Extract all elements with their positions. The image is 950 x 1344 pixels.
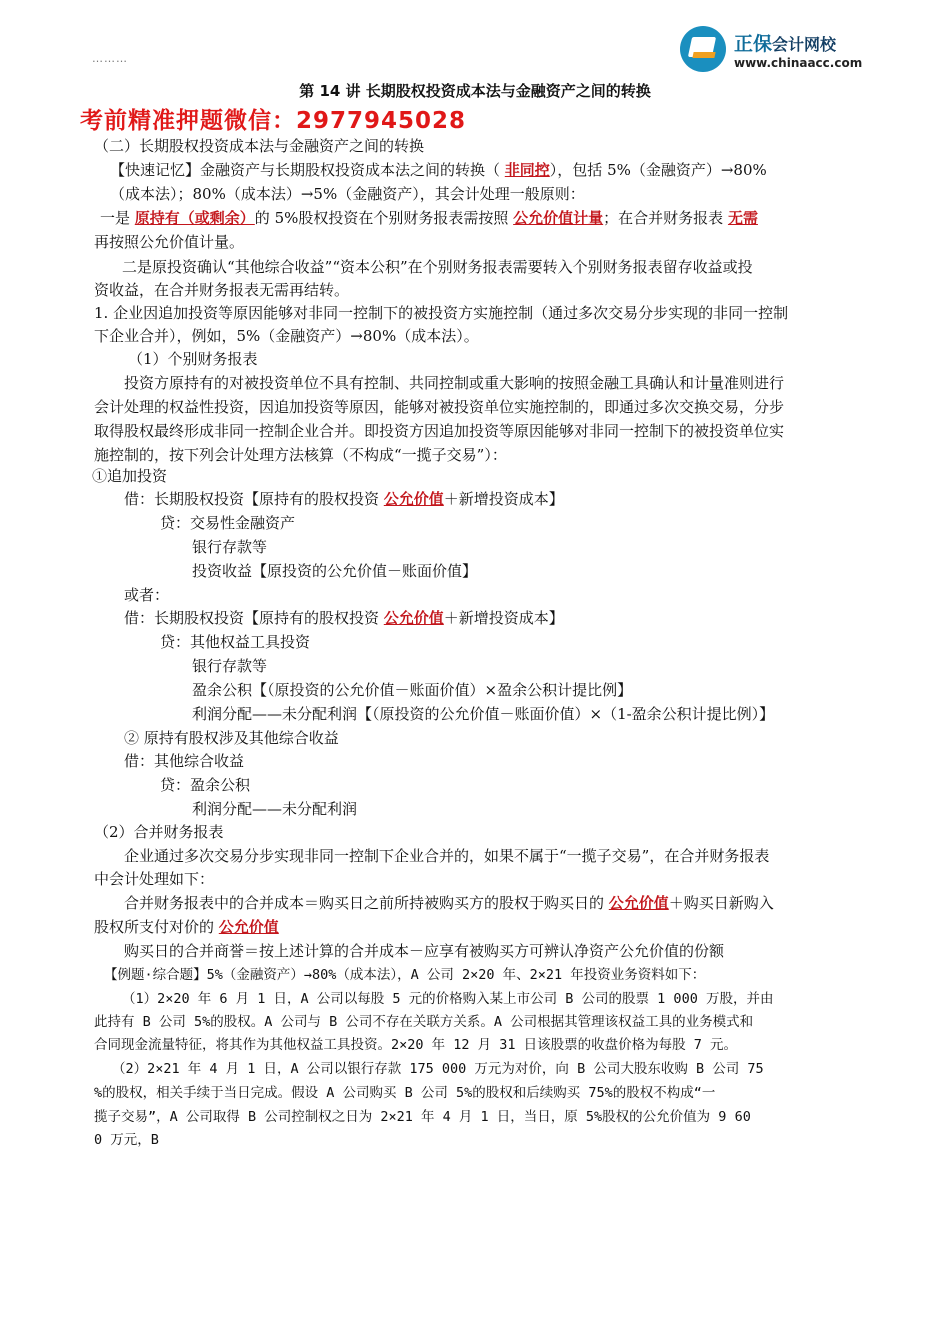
journal-line: 利润分配——未分配利润 — [192, 800, 358, 818]
text-line: 或者： — [124, 586, 170, 604]
journal-line: 贷：盈余公积 — [160, 776, 251, 794]
journal-line: 盈余公积【（原投资的公允价值－账面价值）×盈余公积计提比例】 — [192, 681, 633, 699]
formula-line — [94, 916, 279, 938]
journal-line — [124, 488, 564, 510]
text-span: 【快速记忆】金融资产与长期股权投资成本法之间的转换（ — [110, 161, 505, 179]
highlight-term: 无需 — [727, 209, 758, 227]
logo-url: www.chinaacc.com — [734, 56, 863, 70]
example-line: （2）2×21 年 4 月 1 日，A 公司以银行存款 175 000 万元为对价，向 B 公司大股东收购 B 公司 75 — [112, 1061, 764, 1077]
text-span: 借：长期股权投资【原持有的股权投资 — [124, 490, 384, 508]
example-line: 0 万元，B — [94, 1132, 159, 1148]
formula-line: 购买日的合并商誉＝按上述计算的合并成本－应享有被购买方可辨认净资产公允价值的份额 — [124, 942, 725, 960]
item-heading: ①追加投资 — [92, 467, 168, 485]
journal-line: 银行存款等 — [192, 657, 268, 675]
example-heading: 【例题·综合题】5%（金融资产）→80%（成本法），A 公司 2×20 年、2×21 年投资业务资料如下： — [104, 967, 706, 983]
text-line — [110, 159, 767, 181]
logo-name — [734, 29, 836, 56]
header-corner-mark: ……… — [92, 52, 128, 65]
text-span: ），包括 5%（金融资产）→80% — [549, 161, 767, 179]
text-span: 股权所支付对价的 — [94, 918, 219, 936]
text-span: ；在合并财务报表 — [603, 209, 728, 227]
journal-line: 贷：其他权益工具投资 — [160, 633, 311, 651]
text-line: 资收益，在合并财务报表无需再结转。 — [94, 281, 350, 299]
subsection-heading: （1）个别财务报表 — [128, 350, 258, 368]
text-span: 的 5%股权投资在个别财务报表需按照 — [254, 209, 514, 227]
example-line: 此持有 B 公司 5%的股权。A 公司与 B 公司不存在关联方关系。A 公司根据其管理该权益工具的业务模式和 — [94, 1014, 754, 1030]
logo-badge-icon — [680, 26, 726, 72]
text-line: （成本法）；80%（成本法）→5%（金融资产），其会计处理一般原则： — [110, 185, 585, 203]
promo-banner: 考前精准押题微信：2977945028 — [80, 108, 467, 134]
text-line: 中会计处理如下： — [94, 870, 215, 888]
logo-name-main: 正保 — [734, 33, 773, 55]
text-line: 施控制的，按下列会计处理方法核算（不构成“一揽子交易”）： — [94, 446, 507, 464]
text-line: 企业通过多次交易分步实现非同一控制下企业合并的，如果不属于“一揽子交易”，在合并财务报表 — [124, 847, 770, 865]
text-span: ＋购买日新购入 — [668, 894, 774, 912]
highlight-term: 公允价值 — [383, 490, 444, 508]
highlight-term: 公允价值 — [608, 894, 669, 912]
text-span: 合并财务报表中的合并成本＝购买日之前所持被购买方的股权于购买日的 — [124, 894, 609, 912]
journal-line: 借：其他综合收益 — [124, 752, 245, 770]
journal-line: 贷：交易性金融资产 — [160, 514, 296, 532]
example-line: 揽子交易”，A 公司取得 B 公司控制权之日为 2×21 年 4 月 1 日，当日，原 5%股权的公允价值为 9 60 — [94, 1109, 751, 1125]
text-line: 二是原投资确认“其他综合收益”“资本公积”在个别财务报表需要转入个别财务报表留存收益或投 — [122, 258, 753, 276]
chinaacc-logo — [680, 26, 880, 78]
text-line: 会计处理的权益性投资，因追加投资等原因，能够对被投资单位实施控制的，即通过多次交换交易，分步 — [94, 398, 785, 416]
text-span: 借：长期股权投资【原持有的股权投资 — [124, 609, 384, 627]
example-line: （1）2×20 年 6 月 1 日，A 公司以每股 5 元的价格购入某上市公司 B 公司的股票 1 000 万股，并由 — [122, 991, 774, 1007]
highlight-term: 公允价值 — [383, 609, 444, 627]
text-line: 1. 企业因追加投资等原因能够对非同一控制下的被投资方实施控制（通过多次交易分步实现的非同一控制 — [94, 304, 789, 322]
text-span: 一是 — [100, 209, 135, 227]
text-line: 投资方原持有的对被投资单位不具有控制、共同控制或重大影响的按照金融工具确认和计量准则进行 — [124, 374, 785, 392]
journal-line: 利润分配——未分配利润【（原投资的公允价值－账面价值）×（1-盈余公积计提比例）】 — [192, 705, 775, 723]
highlight-term: 公允价值计量 — [513, 209, 604, 227]
text-line: 取得股权最终形成非同一控制企业合并。即投资方因追加投资等原因能够对非同一控制下的被投资单位实 — [94, 422, 785, 440]
journal-line: 投资收益【原投资的公允价值－账面价值】 — [192, 562, 478, 580]
text-span: ＋新增投资成本】 — [443, 609, 564, 627]
item-heading: ② 原持有股权涉及其他综合收益 — [124, 729, 339, 747]
text-line: 下企业合并），例如，5%（金融资产）→80%（成本法）。 — [94, 327, 479, 345]
highlight-term: 原持有（或剩余） — [134, 209, 255, 227]
formula-line — [124, 892, 774, 914]
subsection-heading: （2）合并财务报表 — [94, 823, 224, 841]
text-span: ＋新增投资成本】 — [443, 490, 564, 508]
section-heading: （二）长期股权投资成本法与金融资产之间的转换 — [94, 137, 425, 155]
highlight-term: 公允价值 — [218, 918, 279, 936]
example-line: %的股权，相关手续于当日完成。假设 A 公司购买 B 公司 5%的股权和后续购买 75%的股权不构成“一 — [94, 1085, 716, 1101]
logo-name-sub: 会计网校 — [772, 35, 837, 54]
page-title: 第 14 讲 长期股权投资成本法与金融资产之间的转换 — [299, 82, 651, 100]
journal-line — [124, 607, 564, 629]
text-line: 再按照公允价值计量。 — [94, 233, 245, 251]
text-line — [100, 207, 758, 229]
highlight-term: 非同控 — [504, 161, 550, 179]
journal-line: 银行存款等 — [192, 538, 268, 556]
example-line: 合同现金流量特征，将其作为其他权益工具投资。2×20 年 12 月 31 日该股票的收盘价格为每股 7 元。 — [94, 1037, 738, 1053]
